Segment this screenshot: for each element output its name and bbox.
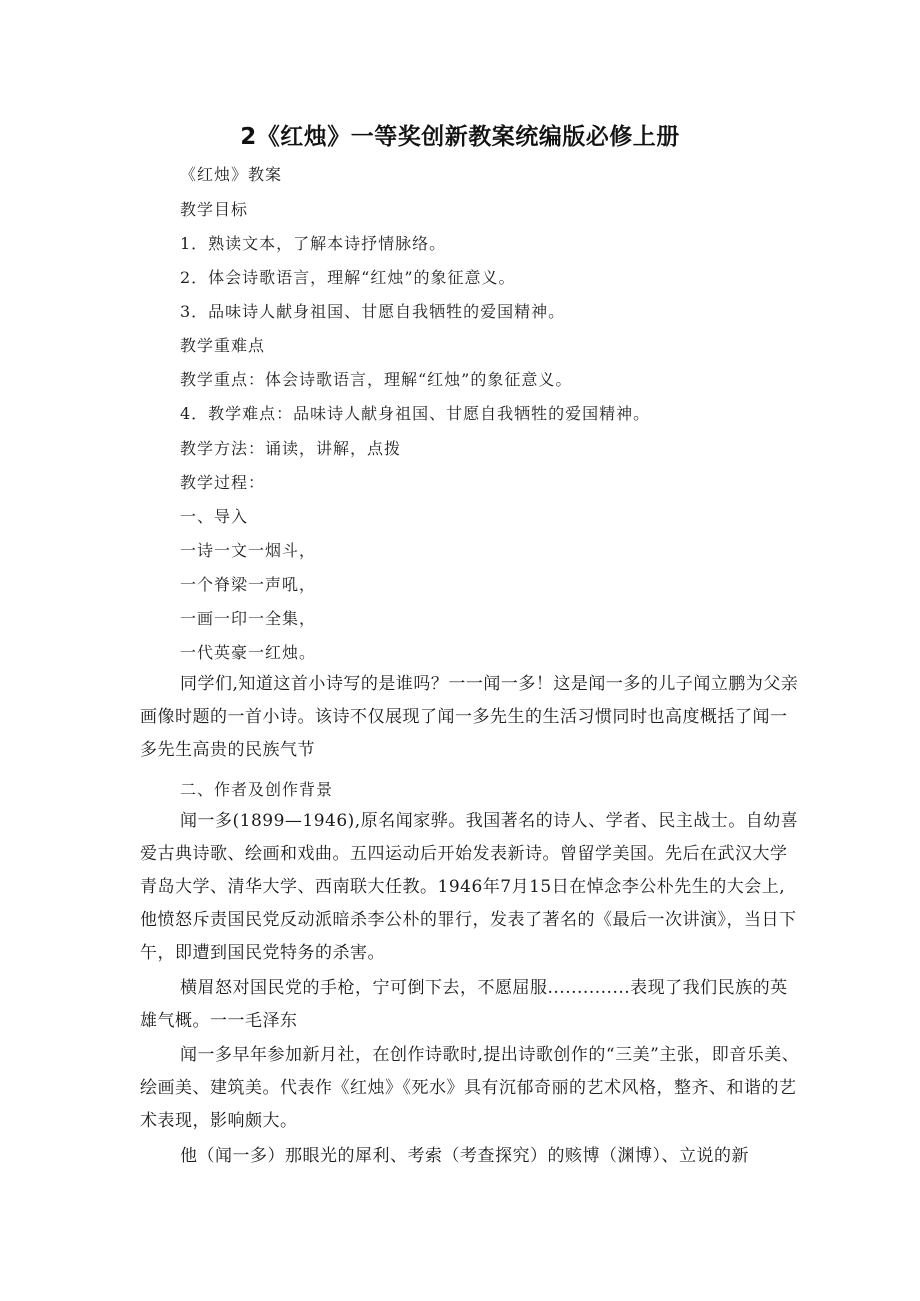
- movement-paragraph: [140, 1039, 800, 1138]
- teaching-methods: 教学方法：诵读，讲解，点拨: [180, 439, 402, 458]
- intro-paragraph-text: 同学们,知道这首小诗写的是谁吗？一一闻一多！这是闻一多的儿子闻立鹏为父亲画像时题的一首小诗。该诗不仅展现了闻一多先生的生活习惯同时也高度概括了闻一多先生高贵的民族气节: [140, 674, 799, 760]
- author-paragraph-text: 闻一多(1899—1946),原名闻家骅。我国著名的诗人、学者、民主战士。自幼喜爱古典诗歌、绘画和戏曲。五四运动后开始发表新诗。曾留学美国。先后在武汉大学青岛大学、清华大学、西南联大任教。1946年7月15日在悼念李公朴先生的大会上,他愤怒斥责国民党反动派暗杀李公朴的罪行，发表了著名的《最后一次讲演》，当日下午，即遭到国民党特务的杀害。: [140, 811, 799, 963]
- objective-item: 3．品味诗人献身祖国、甘愿自我牺牲的爱国精神。: [180, 302, 566, 321]
- key-point: 教学重点：体会诗歌语言，理解“红烛”的象征意义。: [180, 370, 573, 389]
- key-points-heading: 教学重难点: [180, 336, 266, 355]
- objectives-heading: 教学目标: [180, 200, 249, 219]
- quote-paragraph-text: 横眉怒对国民党的手枪，宁可倒下去，不愿屈服..............表现了我们民族的英雄气概。一一毛泽东: [140, 978, 788, 1031]
- last-paragraph: [140, 1140, 800, 1173]
- process-heading: 教学过程：: [180, 473, 266, 492]
- author-paragraph: [140, 805, 800, 970]
- poem-line: 一个脊梁一声吼，: [180, 575, 317, 594]
- difficult-point: 4．教学难点：品味诗人献身祖国、甘愿自我牺牲的爱国精神。: [180, 404, 651, 423]
- document-subtitle: 《红烛》教案: [180, 165, 283, 184]
- poem-line: 一画一印一全集，: [180, 609, 317, 628]
- quote-paragraph: [140, 972, 800, 1038]
- intro-paragraph: [140, 668, 800, 767]
- poem-line: 一代英豪一红烛。: [180, 643, 317, 662]
- document-title: 2《红烛》一等奖创新教案统编版必修上册: [240, 124, 680, 150]
- section-heading-intro: 一、导入: [180, 507, 249, 526]
- section-heading-author: 二、作者及创作背景: [180, 780, 334, 799]
- objective-item: 1．熟读文本，了解本诗抒情脉络。: [180, 234, 447, 253]
- objective-item: 2．体会诗歌语言，理解“红烛”的象征意义。: [180, 268, 516, 287]
- last-paragraph-text: 他（闻一多）那眼光的犀利、考索（考查探究）的赅博（渊博）、立说的新: [180, 1146, 749, 1166]
- poem-line: 一诗一文一烟斗，: [180, 541, 317, 560]
- movement-paragraph-text: 闻一多早年参加新月社，在创作诗歌时,提出诗歌创作的“三美”主张，即音乐美、绘画美、建筑美。代表作《红烛》《死水》具有沉郁奇丽的艺术风格，整齐、和谐的艺术表现，影响颇大。: [140, 1045, 800, 1131]
